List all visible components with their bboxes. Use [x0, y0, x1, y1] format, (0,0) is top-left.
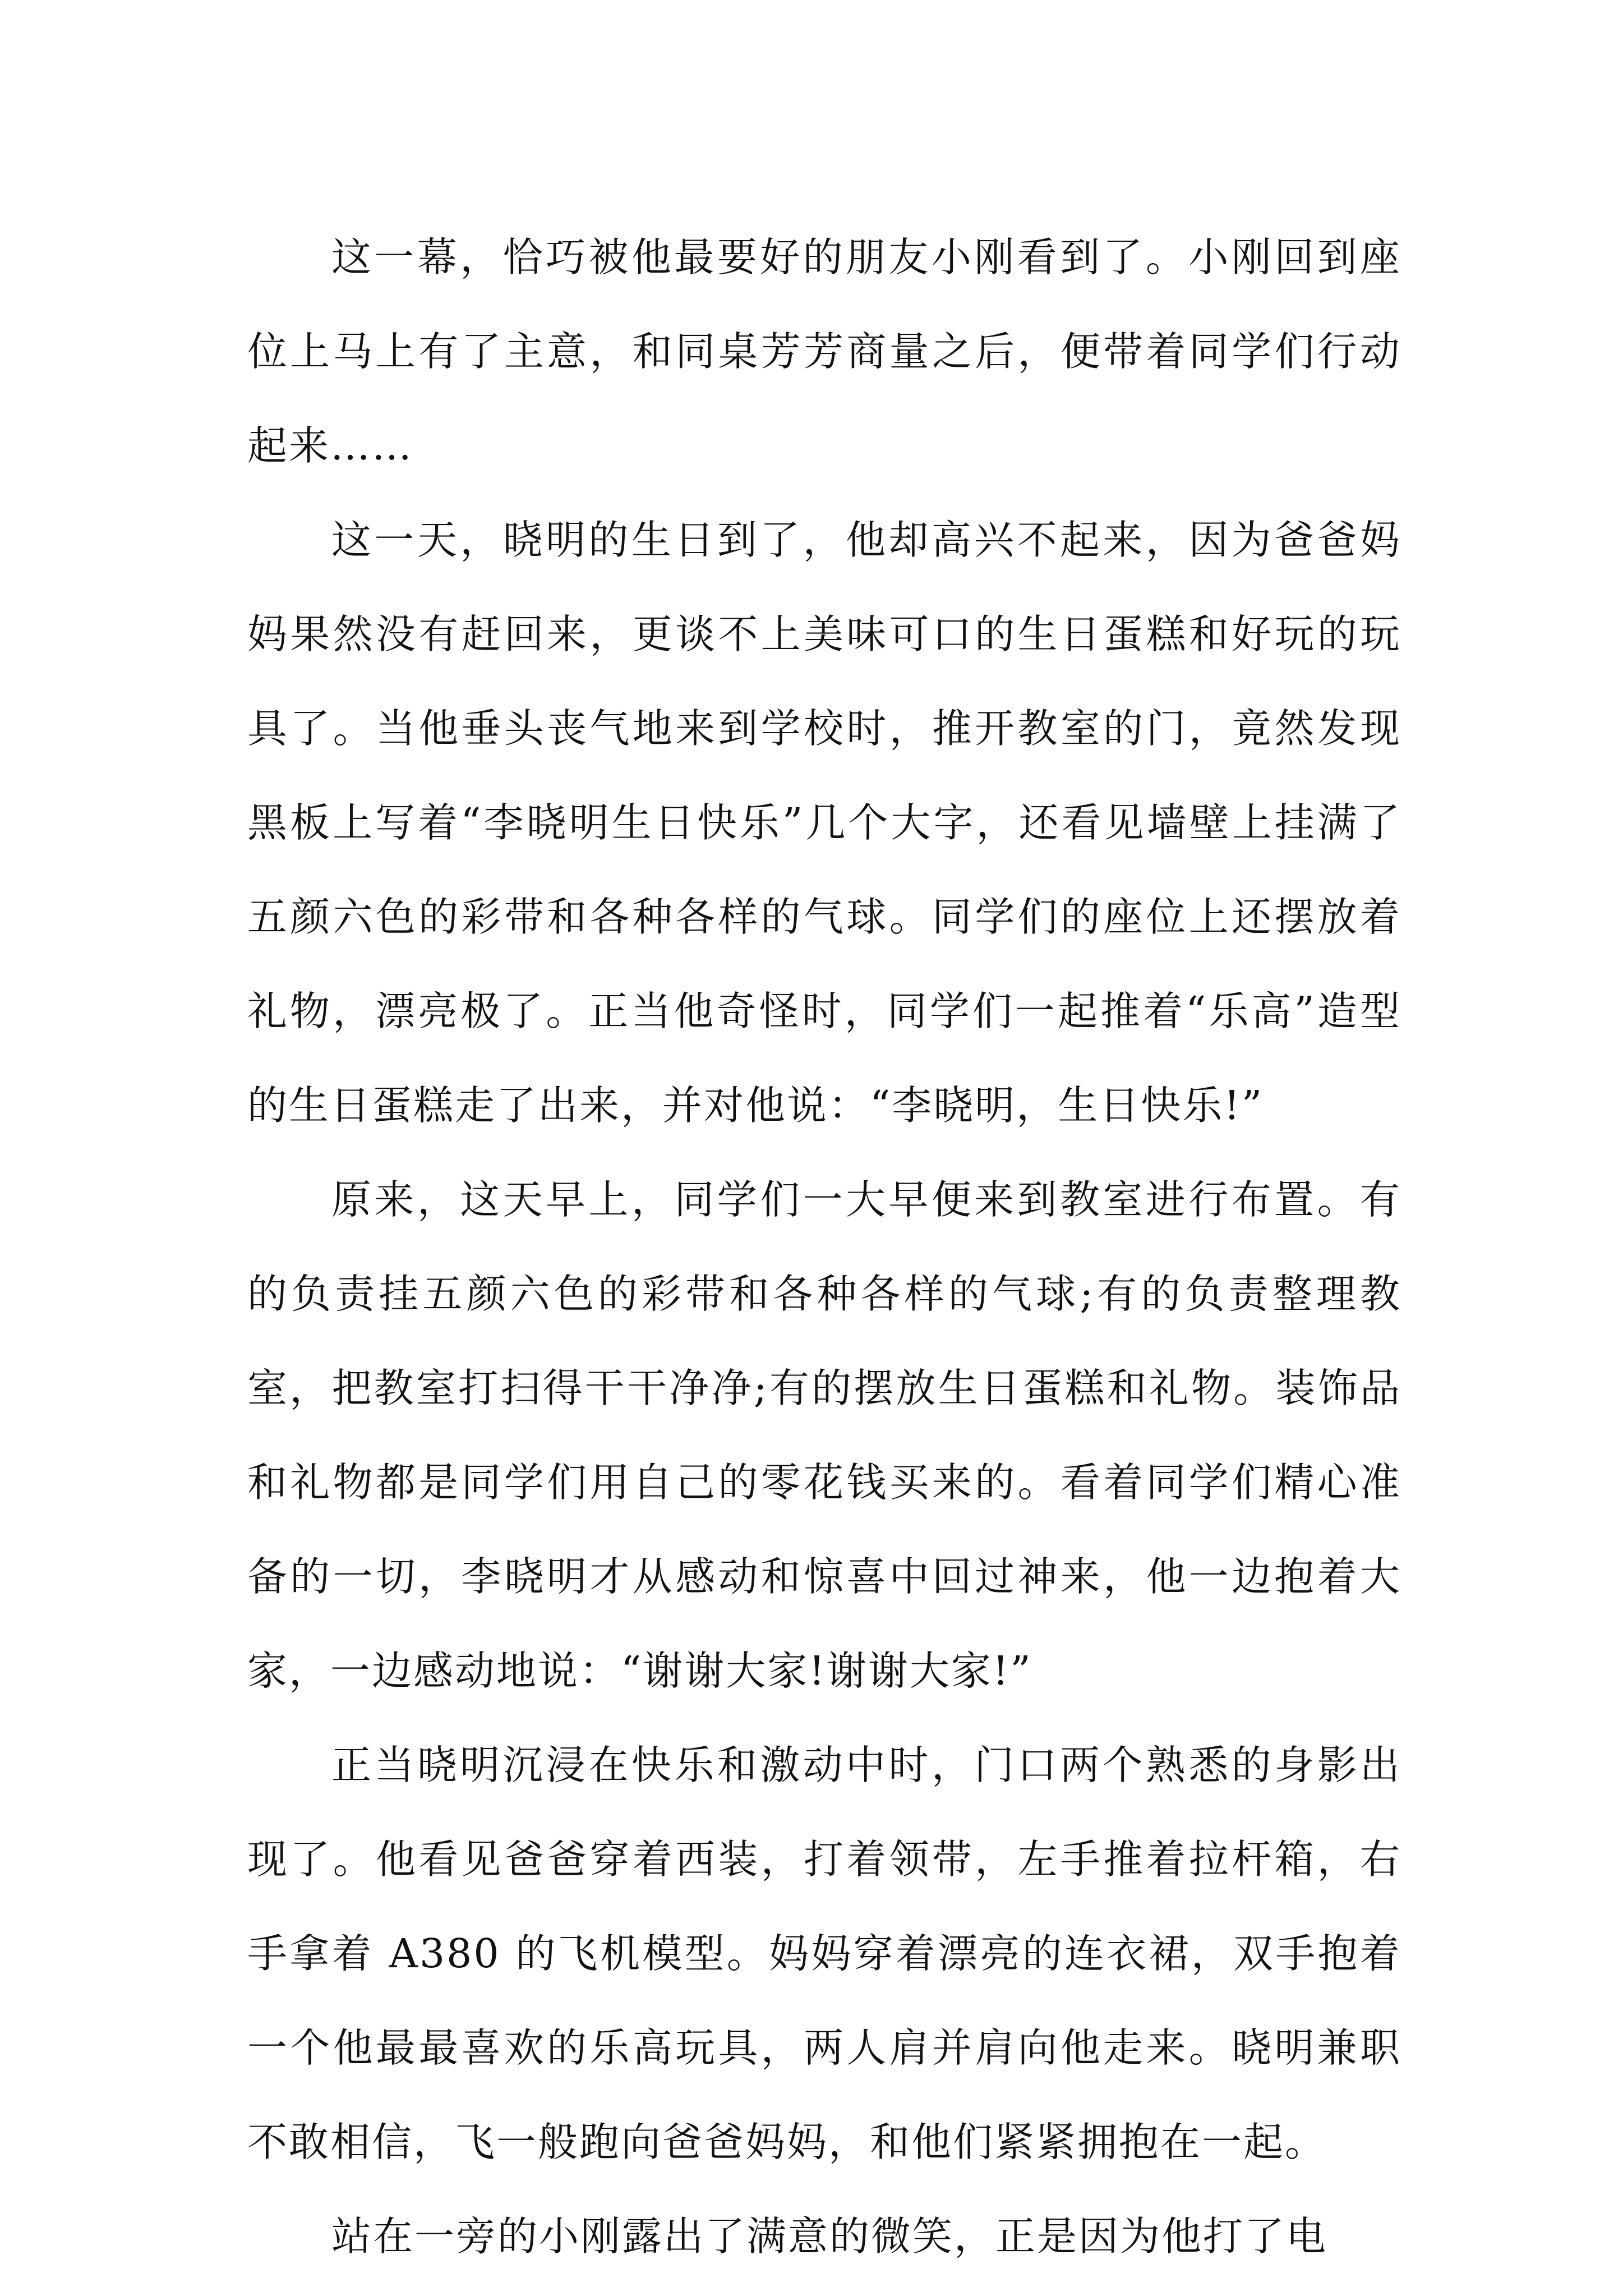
paragraph-3: 原来，这天早上，同学们一大早便来到教室进行布置。有的负责挂五颜六色的彩带和各种各样的气球;有的负责整理教室，把教室打扫得干干净净;有的摆放生日蛋糕和礼物。装饰品和礼物都是同学们用自己的零花钱买来的。看着同学们精心准备的一切，李晓明才从感动和惊喜中回过神来，他一边抱着大家，一边感动地说：“谢谢大家!谢谢大家!”	[247, 1176, 1401, 1694]
paragraph-5: 站在一旁的小刚露出了满意的微笑，正是因为他打了电	[331, 2213, 1328, 2260]
paragraph-4: 正当晓明沉浸在快乐和激动中时，门口两个熟悉的身影出现了。他看见爸爸穿着西装，打着领带，左手推着拉杆箱，右手拿着 A380 的飞机模型。妈妈穿着漂亮的连衣裙，双手抱着一个他最最喜欢的乐高玩具，两人肩并肩向他走来。晓明兼职不敢相信，飞一般跑向爸爸妈妈，和他们紧紧拥抱在一起。	[247, 1742, 1401, 2165]
paragraph-1: 这一幕，恰巧被他最要好的朋友小刚看到了。小刚回到座位上马上有了主意，和同桌芳芳商量之后，便带着同学们行动起来……	[247, 234, 1401, 469]
document-body	[247, 210, 1401, 2284]
paragraph-2: 这一天，晓明的生日到了，他却高兴不起来，因为爸爸妈妈果然没有赶回来，更谈不上美味可口的生日蛋糕和好玩的玩具了。当他垂头丧气地来到学校时，推开教室的门，竟然发现黑板上写着“李晓明生日快乐”几个大字，还看见墙壁上挂满了五颜六色的彩带和各种各样的气球。同学们的座位上还摆放着礼物，漂亮极了。正当他奇怪时，同学们一起推着“乐高”造型的生日蛋糕走了出来，并对他说：“李晓明，生日快乐!”	[247, 517, 1401, 1129]
